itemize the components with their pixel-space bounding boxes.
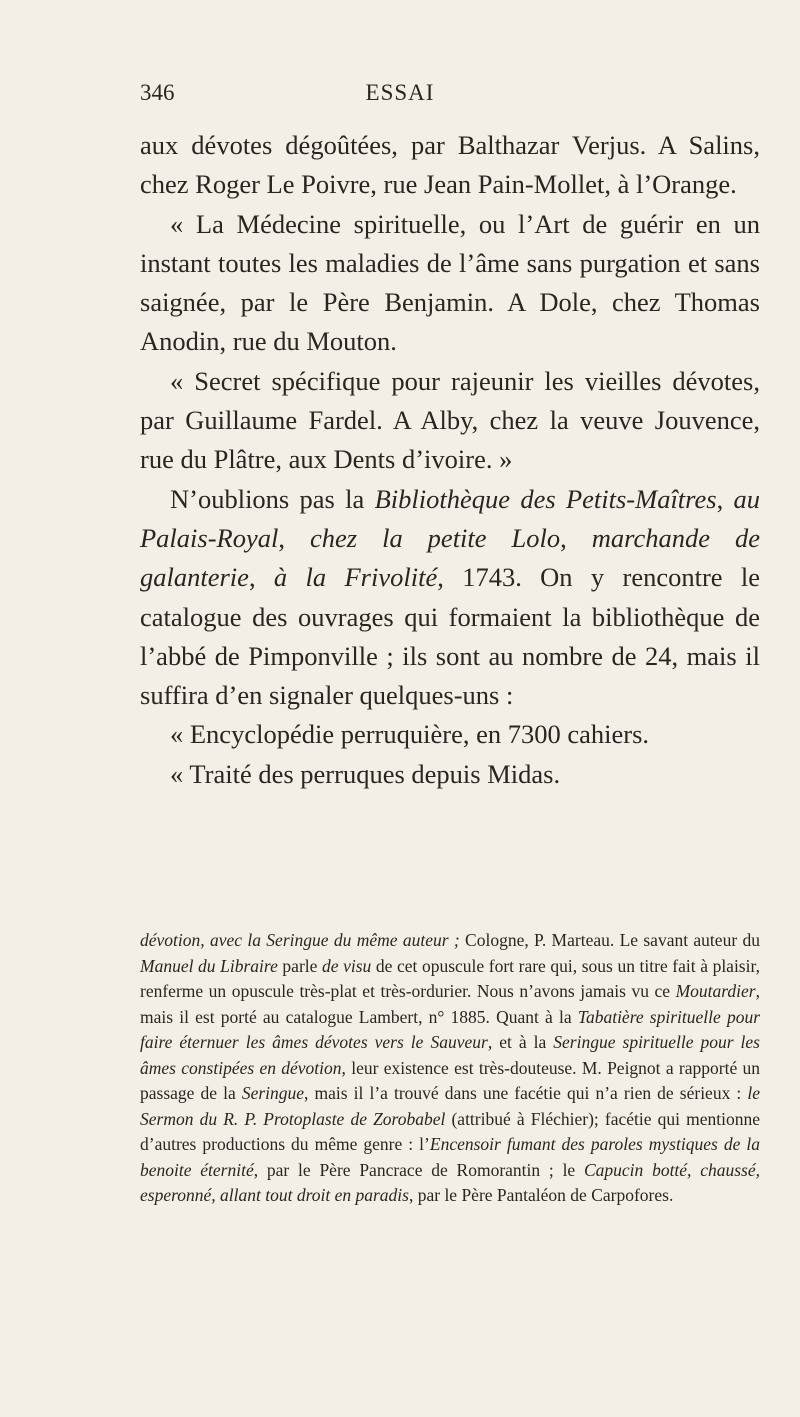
italic-title: de visu — [322, 955, 372, 976]
italic-title: Moutardier — [675, 981, 756, 1001]
text-run: , leur existence est très-douteuse. M. Peignot a rapporté un passage de la — [140, 1057, 761, 1103]
italic-title: dévotion, avec la Seringue du même auteur ; — [140, 930, 460, 950]
page-number: 346 — [140, 80, 175, 105]
text-run: , 1743. On y rencontre le catalogue des ouvrages qui formaient la bibliothèque de l’abbé de Pimponville ; ils sont au nombre de 24, mais il suffira d’en signaler quelques-uns : — [140, 562, 761, 711]
italic-title: à la Frivolité — [273, 562, 438, 593]
italic-title: Manuel du Libraire — [140, 955, 278, 976]
footnote — [140, 928, 760, 1209]
italic-title: Capucin botté, chaussé, esperonné, allant tout droit en paradis — [140, 1159, 760, 1205]
paragraph-continuation: aux dévotes dégoûtées, par Balthazar Verjus. A Salins, chez Roger Le Poivre, rue Jean Pain-Mollet, à l’Orange. — [140, 130, 760, 200]
main-text — [140, 126, 760, 794]
paragraph-medecine-spirituelle: « La Médecine spirituelle, ou l’Art de guérir en un instant toutes les maladies de l’âme sans purgation et sans saignée, par le Père Benjamin. A Dole, chez Thomas Anodin, rue du Mouton. — [140, 208, 760, 357]
paragraph-traite: « Traité des perruques depuis Midas. — [170, 758, 561, 789]
italic-title: le Sermon du R. P. Protoplaste de Zorobabel — [140, 1083, 760, 1129]
page-header — [0, 80, 800, 120]
paragraph-encyclopedie: « Encyclopédie perruquière, en 7300 cahiers. — [170, 719, 650, 750]
text-run: (attribué à Fléchier); facétie qui mentionne d’autres productions du même genre : l’ — [140, 1108, 760, 1154]
paragraph-secret-specifique: « Secret spécifique pour rajeunir les vieilles dévotes, par Guillaume Fardel. A Alby, chez la veuve Jouvence, rue du Plâtre, aux Dents d’ivoire. » — [140, 365, 760, 475]
text-run: Cologne, P. Marteau. Le savant auteur du — [459, 930, 760, 950]
italic-title: Bibliothèque des Petits-Maîtres — [374, 483, 717, 514]
italic-title: Seringue — [241, 1083, 305, 1103]
text-run: , mais il est porté au catalogue Lambert, n° 1885. Quant à la — [140, 981, 760, 1027]
italic-title: Seringue spirituelle pour les âmes constipées en dévotion — [140, 1032, 760, 1078]
text-run: N’oublions pas la — [170, 483, 375, 514]
text-run: , par le Père Pantaléon de Carpofores. — [408, 1185, 674, 1205]
running-title: ESSAI — [365, 80, 435, 105]
text-run: de cet opuscule fort rare qui, sous un titre fait à plaisir, renferme un opuscule très-plat et très-ordurier. Nous n’avons jamais vu ce — [140, 955, 760, 1001]
text-run: , par le Père Pancrace de Romorantin ; le — [253, 1159, 584, 1180]
text-run: , — [248, 562, 274, 593]
text-run: , — [716, 483, 734, 514]
text-run: , — [560, 522, 592, 553]
text-run: , mais il l’a trouvé dans une facétie qui n’a rien de sérieux : — [304, 1083, 748, 1103]
text-run: parle — [277, 955, 322, 976]
paragraph-bibliotheque — [140, 480, 760, 716]
footnote-paragraph — [140, 928, 760, 1209]
italic-title: marchande de galanterie — [140, 522, 761, 593]
italic-title: au Palais-Royal — [140, 483, 761, 553]
text-run: , — [278, 522, 310, 553]
italic-title: chez la petite Lolo — [310, 522, 561, 553]
text-run: , et à la — [487, 1032, 554, 1052]
italic-title: Tabatière spirituelle pour faire éternuer les âmes dévotes vers le Sauveur — [140, 1006, 761, 1052]
italic-title: Encensoir fumant des paroles mystiques de la benoite éternité — [140, 1134, 760, 1180]
